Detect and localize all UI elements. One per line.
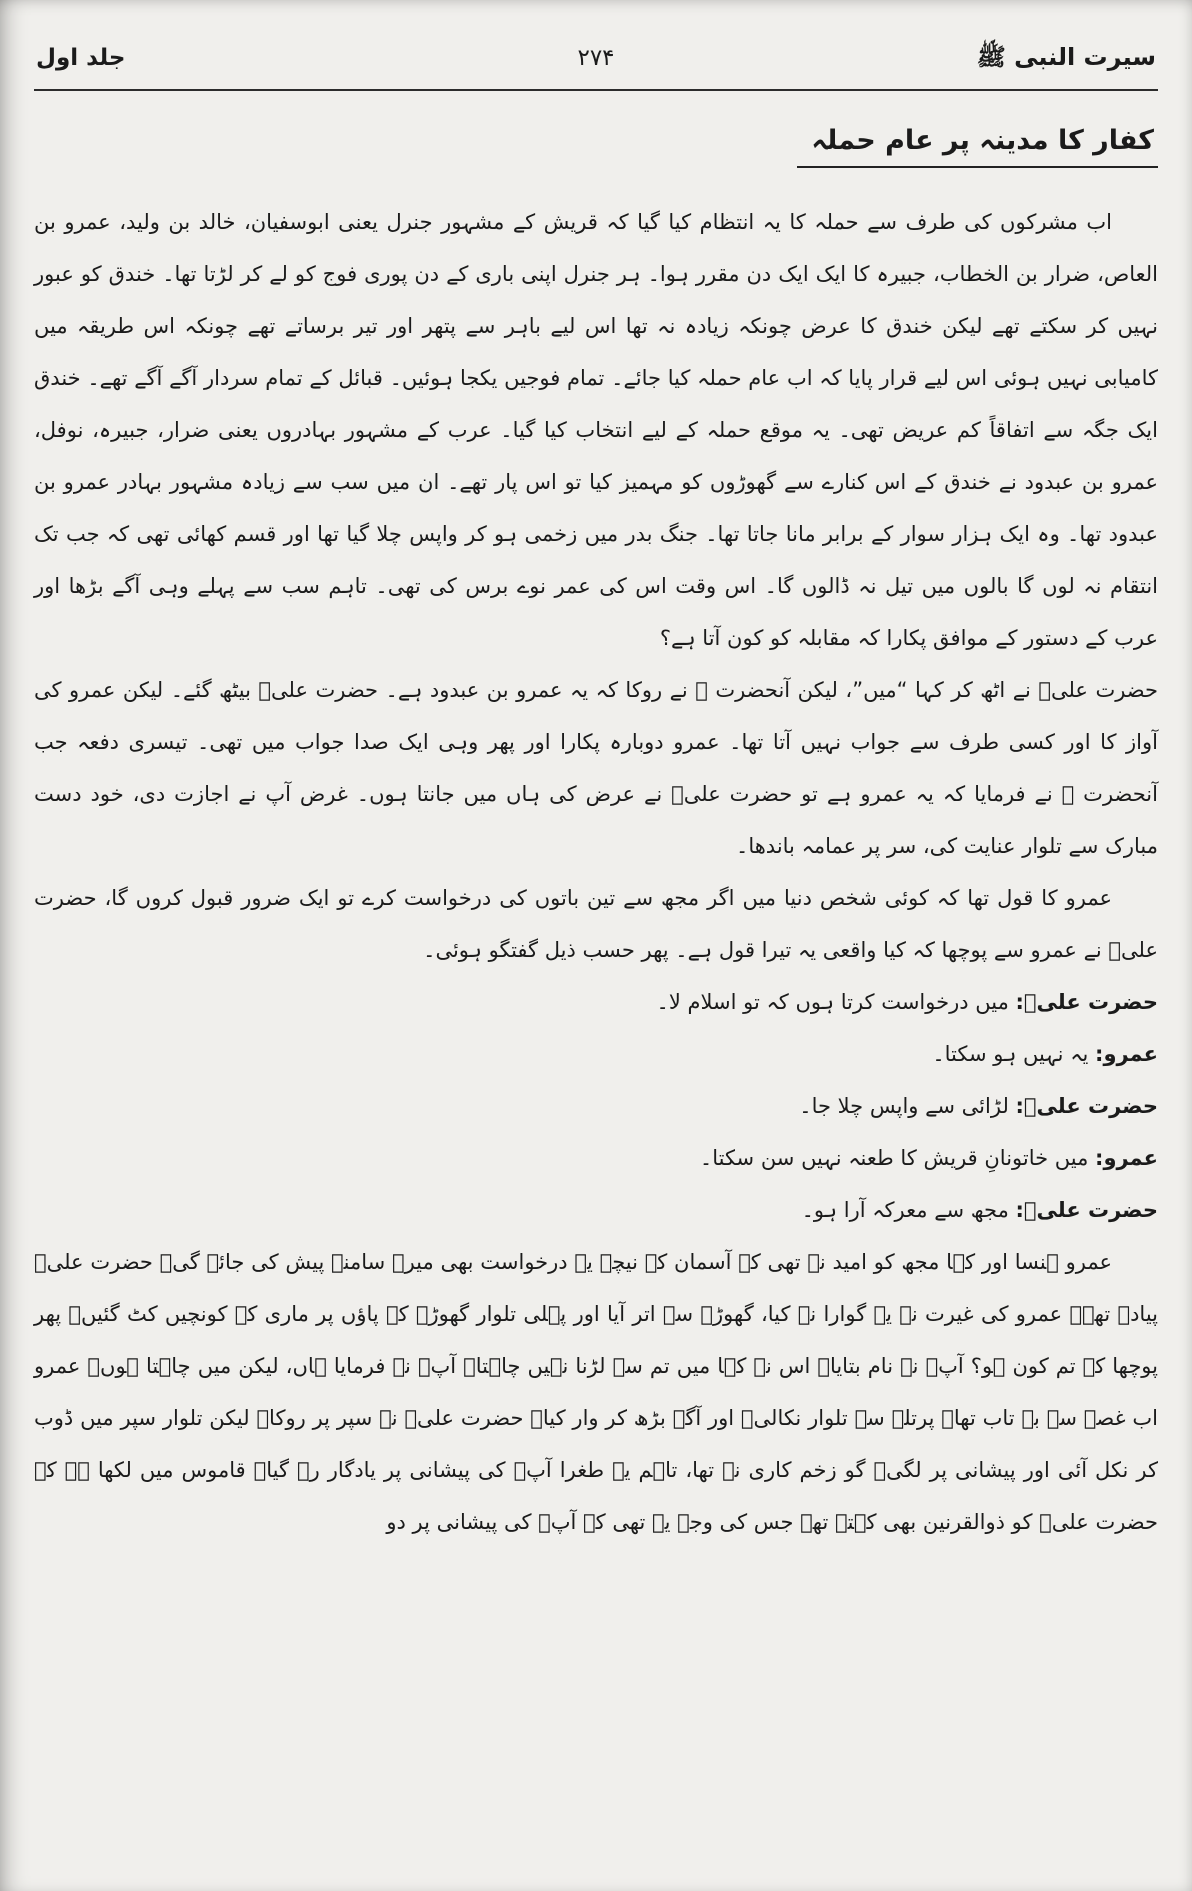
dialog-speaker: حضرت علیؓ: [1015,1198,1158,1222]
dialog-line [34,1184,1158,1236]
page-header [34,34,1158,79]
dialog-line [34,1080,1158,1132]
dialog-text: یہ نہیں ہو سکتا۔ [932,1042,1089,1066]
dialog-speaker: عمرو: [1095,1146,1158,1170]
dialog-line [34,1132,1158,1184]
dialog-speaker: حضرت علیؓ: [1015,1094,1158,1118]
body-paragraph-4: عمرو ہنسا اور کہا مجھ کو امید نہ تھی کہ آسمان کے نیچے یہ درخواست بھی میرے سامنے پیش کی جائے گی۔ حضرت علیؓ پیادہ تھے۔ عمرو کی غیرت نے یہ گوارا نہ کیا، گھوڑے سے اتر آیا اور پہلی تلوار گھوڑے کے پاؤں پر ماری کہ کونچیں کٹ گئیں۔ پھر پوچھا کہ تم کون ہو؟ آپؓ نے نام بتایا۔ اس نے کہا میں تم سے لڑنا نہیں چاہتا۔ آپؓ نے فرمایا ہاں، لیکن میں چاہتا ہوں۔ عمرو اب غصہ سے بے تاب تھا۔ پرتلے سے تلوار نکالی۔ اور آگے بڑھ کر وار کیا۔ حضرت علیؓ نے سپر پر روکا۔ لیکن تلوار سپر میں ڈوب کر نکل آئی اور پیشانی پر لگی۔ گو زخم کاری نہ تھا، تاہم یہ طغرا آپؓ کی پیشانی پر یادگار رہ گیا۔ قاموس میں لکھا ہے کہ حضرت علیؓ کو ذوالقرنین بھی کہتے تھے جس کی وجہ یہ تھی کہ آپؓ کی پیشانی پر دو [34,1250,1158,1534]
dialog-speaker: عمرو: [1095,1042,1158,1066]
page-number: ۲۷۴ [577,45,615,71]
dialog-speaker: حضرت علیؓ: [1015,990,1158,1014]
page-body [34,196,1158,1548]
dialog-line [34,1028,1158,1080]
header-rule [34,89,1158,91]
volume-label: جلد اول [36,45,126,71]
body-paragraph-3: عمرو کا قول تھا کہ کوئی شخص دنیا میں اگر مجھ سے تین باتوں کی درخواست کرے تو ایک ضرور قبول کروں گا، حضرت علیؓ نے عمرو سے پوچھا کہ کیا واقعی یہ تیرا قول ہے۔ پھر حسب ذیل گفتگو ہوئی۔ [34,886,1158,962]
body-paragraph-1: اب مشرکوں کی طرف سے حملہ کا یہ انتظام کیا گیا کہ قریش کے مشہور جنرل یعنی ابوسفیان، خالد بن ولید، عمرو بن العاص، ضرار بن الخطاب، جبیرہ کا ایک ایک دن مقرر ہوا۔ ہر جنرل اپنی باری کے دن پوری فوج کو لے کر لڑتا تھا۔ خندق کو عبور نہیں کر سکتے تھے لیکن خندق کا عرض چونکہ زیادہ نہ تھا اس لیے باہر سے پتھر اور تیر برساتے تھے چونکہ اس طریقہ میں کامیابی نہیں ہوئی اس لیے قرار پایا کہ اب عام حملہ کیا جائے۔ تمام فوجیں یکجا ہوئیں۔ قبائل کے تمام سردار آگے آگے تھے۔ خندق ایک جگہ سے اتفاقاً کم عریض تھی۔ یہ موقع حملہ کے لیے انتخاب کیا گیا۔ عرب کے مشہور بہادروں یعنی ضرار، جبیرہ، نوفل، عمرو بن عبدود نے خندق کے اس کنارے سے گھوڑوں کو مہمیز کیا تو اس پار تھے۔ ان میں سب سے زیادہ مشہور بہادر عمرو بن عبدود تھا۔ وہ ایک ہزار سوار کے برابر مانا جاتا تھا۔ جنگ بدر میں زخمی ہو کر واپس چلا گیا تھا اور قسم کھائی تھی کہ جب تک انتقام نہ لوں گا بالوں میں تیل نہ ڈالوں گا۔ اس وقت اس کی عمر نوے برس کی تھی۔ تاہم سب سے پہلے وہی آگے بڑھا اور عرب کے دستور کے موافق پکارا کہ مقابلہ کو کون آتا ہے؟ [34,210,1158,650]
dialog-line [34,976,1158,1028]
book-title: سیرت النبی ﷺ [976,43,1156,71]
dialog-block [34,976,1158,1236]
dialog-text: میں درخواست کرتا ہوں کہ تو اسلام لا۔ [656,990,1009,1014]
dialog-text: لڑائی سے واپس چلا جا۔ [799,1094,1009,1118]
dialog-text: مجھ سے معرکہ آرا ہو۔ [801,1198,1009,1222]
body-paragraph-2: حضرت علیؓ نے اٹھ کر کہا “میں”، لیکن آنحضرت ﷺ نے روکا کہ یہ عمرو بن عبدود ہے۔ حضرت علیؓ بیٹھ گئے۔ لیکن عمرو کی آواز کا اور کسی طرف سے جواب نہیں آتا تھا۔ عمرو دوبارہ پکارا اور پھر وہی ایک صدا جواب میں تھی۔ تیسری دفعہ جب آنحضرت ﷺ نے فرمایا کہ یہ عمرو ہے تو حضرت علیؓ نے عرض کی ہاں میں جانتا ہوں۔ غرض آپ نے اجازت دی، خود دست مبارک سے تلوار عنایت کی، سر پر عمامہ باندھا۔ [34,678,1158,858]
section-title: کفار کا مدینہ پر عام حملہ [797,125,1158,168]
dialog-text: میں خاتونانِ قریش کا طعنہ نہیں سن سکتا۔ [699,1146,1089,1170]
